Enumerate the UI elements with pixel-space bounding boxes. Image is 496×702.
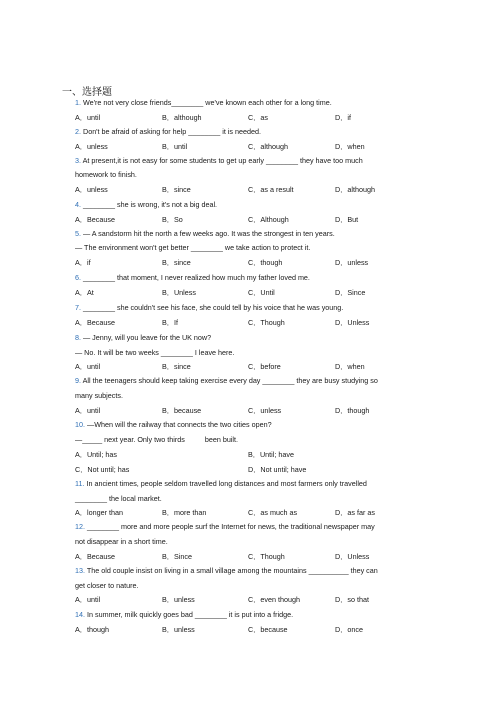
- question-text: ________ that moment, I never realized how much my father loved me.: [83, 273, 310, 282]
- option-c[interactable]: C．though: [248, 258, 283, 267]
- option-c[interactable]: C．Though: [248, 552, 285, 561]
- option-d[interactable]: D．Not until; have: [248, 465, 307, 474]
- question-number: 3.: [75, 156, 81, 165]
- question-5: [75, 229, 435, 238]
- question-13: [75, 566, 435, 575]
- option-b[interactable]: B．since: [162, 362, 191, 371]
- question-number: 10.: [75, 420, 85, 429]
- question-number: 12.: [75, 522, 85, 531]
- question-text: ________ she couldn't see his face, she could tell by his voice that he was young.: [83, 303, 344, 312]
- question-number: 2.: [75, 127, 81, 136]
- option-d[interactable]: D．so that: [335, 595, 369, 604]
- question-number: 9.: [75, 376, 81, 385]
- option-c[interactable]: C．as much as: [248, 508, 298, 517]
- option-b[interactable]: B．Since: [162, 552, 192, 561]
- section-title: 一、选择题: [62, 87, 112, 98]
- option-d[interactable]: D．once: [335, 625, 363, 634]
- option-c[interactable]: C．as: [248, 113, 268, 122]
- option-d[interactable]: D．as far as: [335, 508, 375, 517]
- option-b[interactable]: B．Until; have: [248, 450, 294, 459]
- option-d[interactable]: D．Unless: [335, 552, 370, 561]
- option-b[interactable]: B．unless: [162, 595, 195, 604]
- option-d[interactable]: D．But: [335, 215, 359, 224]
- option-a[interactable]: A．unless: [75, 142, 108, 151]
- option-d[interactable]: D．Since: [335, 288, 366, 297]
- option-b[interactable]: B．although: [162, 113, 202, 122]
- question-number: 4.: [75, 200, 81, 209]
- option-d[interactable]: D．if: [335, 113, 351, 122]
- question-text: All the teenagers should keep taking exercise every day ________ they are busy studying so: [82, 376, 378, 385]
- option-b[interactable]: B．So: [162, 215, 183, 224]
- option-c[interactable]: C．before: [248, 362, 281, 371]
- question-text: In ancient times, people seldom travelled long distances and most farmers only travelled: [86, 479, 367, 488]
- question-text: Don't be afraid of asking for help ________ it is needed.: [83, 127, 261, 136]
- option-a[interactable]: A．until: [75, 595, 101, 604]
- option-c[interactable]: C．Until: [248, 288, 275, 297]
- option-a[interactable]: A．Because: [75, 318, 115, 327]
- option-a[interactable]: A．until: [75, 362, 101, 371]
- question-text-cont: ________ the local market.: [75, 494, 162, 503]
- option-d[interactable]: D．Unless: [335, 318, 370, 327]
- question-number: 7.: [75, 303, 81, 312]
- option-b[interactable]: B．until: [162, 142, 188, 151]
- option-b[interactable]: B．If: [162, 318, 178, 327]
- question-text-cont: — The environment won't get better ________ we take action to protect it.: [75, 243, 311, 252]
- question-text: ________ more and more people surf the Internet for news, the traditional newspaper may: [87, 522, 375, 531]
- question-text: —When will the railway that connects the two cities open?: [87, 420, 272, 429]
- question-text-cont: homework to finish.: [75, 170, 137, 179]
- question-number: 5.: [75, 229, 81, 238]
- option-d[interactable]: D．when: [335, 362, 365, 371]
- option-b[interactable]: B．unless: [162, 625, 195, 634]
- question-text: ________ she is wrong, it's not a big deal.: [83, 200, 218, 209]
- question-text: — A sandstorm hit the north a few weeks ago. It was the strongest in ten years.: [83, 229, 335, 238]
- question-text: In summer, milk quickly goes bad ________ it is put into a fridge.: [87, 610, 294, 619]
- question-7: [75, 303, 435, 312]
- option-c[interactable]: C．because: [248, 625, 288, 634]
- question-12: [75, 522, 435, 531]
- option-b[interactable]: B．because: [162, 406, 202, 415]
- option-c[interactable]: C．Not until; has: [75, 465, 130, 474]
- question-text: — Jenny, will you leave for the UK now?: [83, 333, 212, 342]
- option-c[interactable]: C．as a result: [248, 185, 294, 194]
- option-d[interactable]: D．when: [335, 142, 365, 151]
- question-9: [75, 376, 435, 385]
- option-a[interactable]: A．Because: [75, 215, 115, 224]
- question-number: 11.: [75, 479, 85, 488]
- question-14: [75, 610, 435, 619]
- option-b[interactable]: B．Unless: [162, 288, 196, 297]
- option-c[interactable]: C．unless: [248, 406, 282, 415]
- question-text-cont: not disappear in a short time.: [75, 537, 168, 546]
- question-6: [75, 273, 435, 282]
- question-number: 6.: [75, 273, 81, 282]
- option-c[interactable]: C．Though: [248, 318, 285, 327]
- question-text: We're not very close friends________ we've known each other for a long time.: [83, 98, 332, 107]
- question-text-cont: —_____ next year. Only two thirds been built.: [75, 435, 239, 444]
- option-a[interactable]: A．longer than: [75, 508, 123, 517]
- option-c[interactable]: C．even though: [248, 595, 300, 604]
- option-d[interactable]: D．unless: [335, 258, 369, 267]
- question-number: 13.: [75, 566, 85, 575]
- question-number: 8.: [75, 333, 81, 342]
- question-10: [75, 420, 435, 429]
- question-11: [75, 479, 435, 488]
- option-a[interactable]: A．if: [75, 258, 91, 267]
- option-c[interactable]: C．Although: [248, 215, 289, 224]
- question-2: [75, 127, 435, 136]
- option-a[interactable]: A．At: [75, 288, 94, 297]
- option-a[interactable]: A．unless: [75, 185, 108, 194]
- question-1: [75, 98, 435, 107]
- option-d[interactable]: D．although: [335, 185, 375, 194]
- option-a[interactable]: A．though: [75, 625, 109, 634]
- question-4: [75, 200, 435, 209]
- question-text-cont: many subjects.: [75, 391, 123, 400]
- question-text: The old couple insist on living in a small village among the mountains __________ they can: [86, 566, 378, 575]
- option-a[interactable]: A．until: [75, 113, 101, 122]
- option-b[interactable]: B．more than: [162, 508, 207, 517]
- question-text: At present,it is not easy for some students to get up early ________ they have too much: [82, 156, 363, 165]
- option-a[interactable]: A．Because: [75, 552, 115, 561]
- option-b[interactable]: B．since: [162, 185, 191, 194]
- question-number: 14.: [75, 610, 85, 619]
- question-text-cont: get closer to nature.: [75, 581, 139, 590]
- question-number: 1.: [75, 98, 81, 107]
- question-8: [75, 333, 435, 342]
- option-a[interactable]: A．until: [75, 406, 101, 415]
- question-3: [75, 156, 435, 165]
- option-d[interactable]: D．though: [335, 406, 370, 415]
- option-c[interactable]: C．although: [248, 142, 288, 151]
- option-a[interactable]: A．Until; has: [75, 450, 117, 459]
- question-text-cont: — No. It will be two weeks ________ I leave here.: [75, 348, 235, 357]
- option-b[interactable]: B．since: [162, 258, 191, 267]
